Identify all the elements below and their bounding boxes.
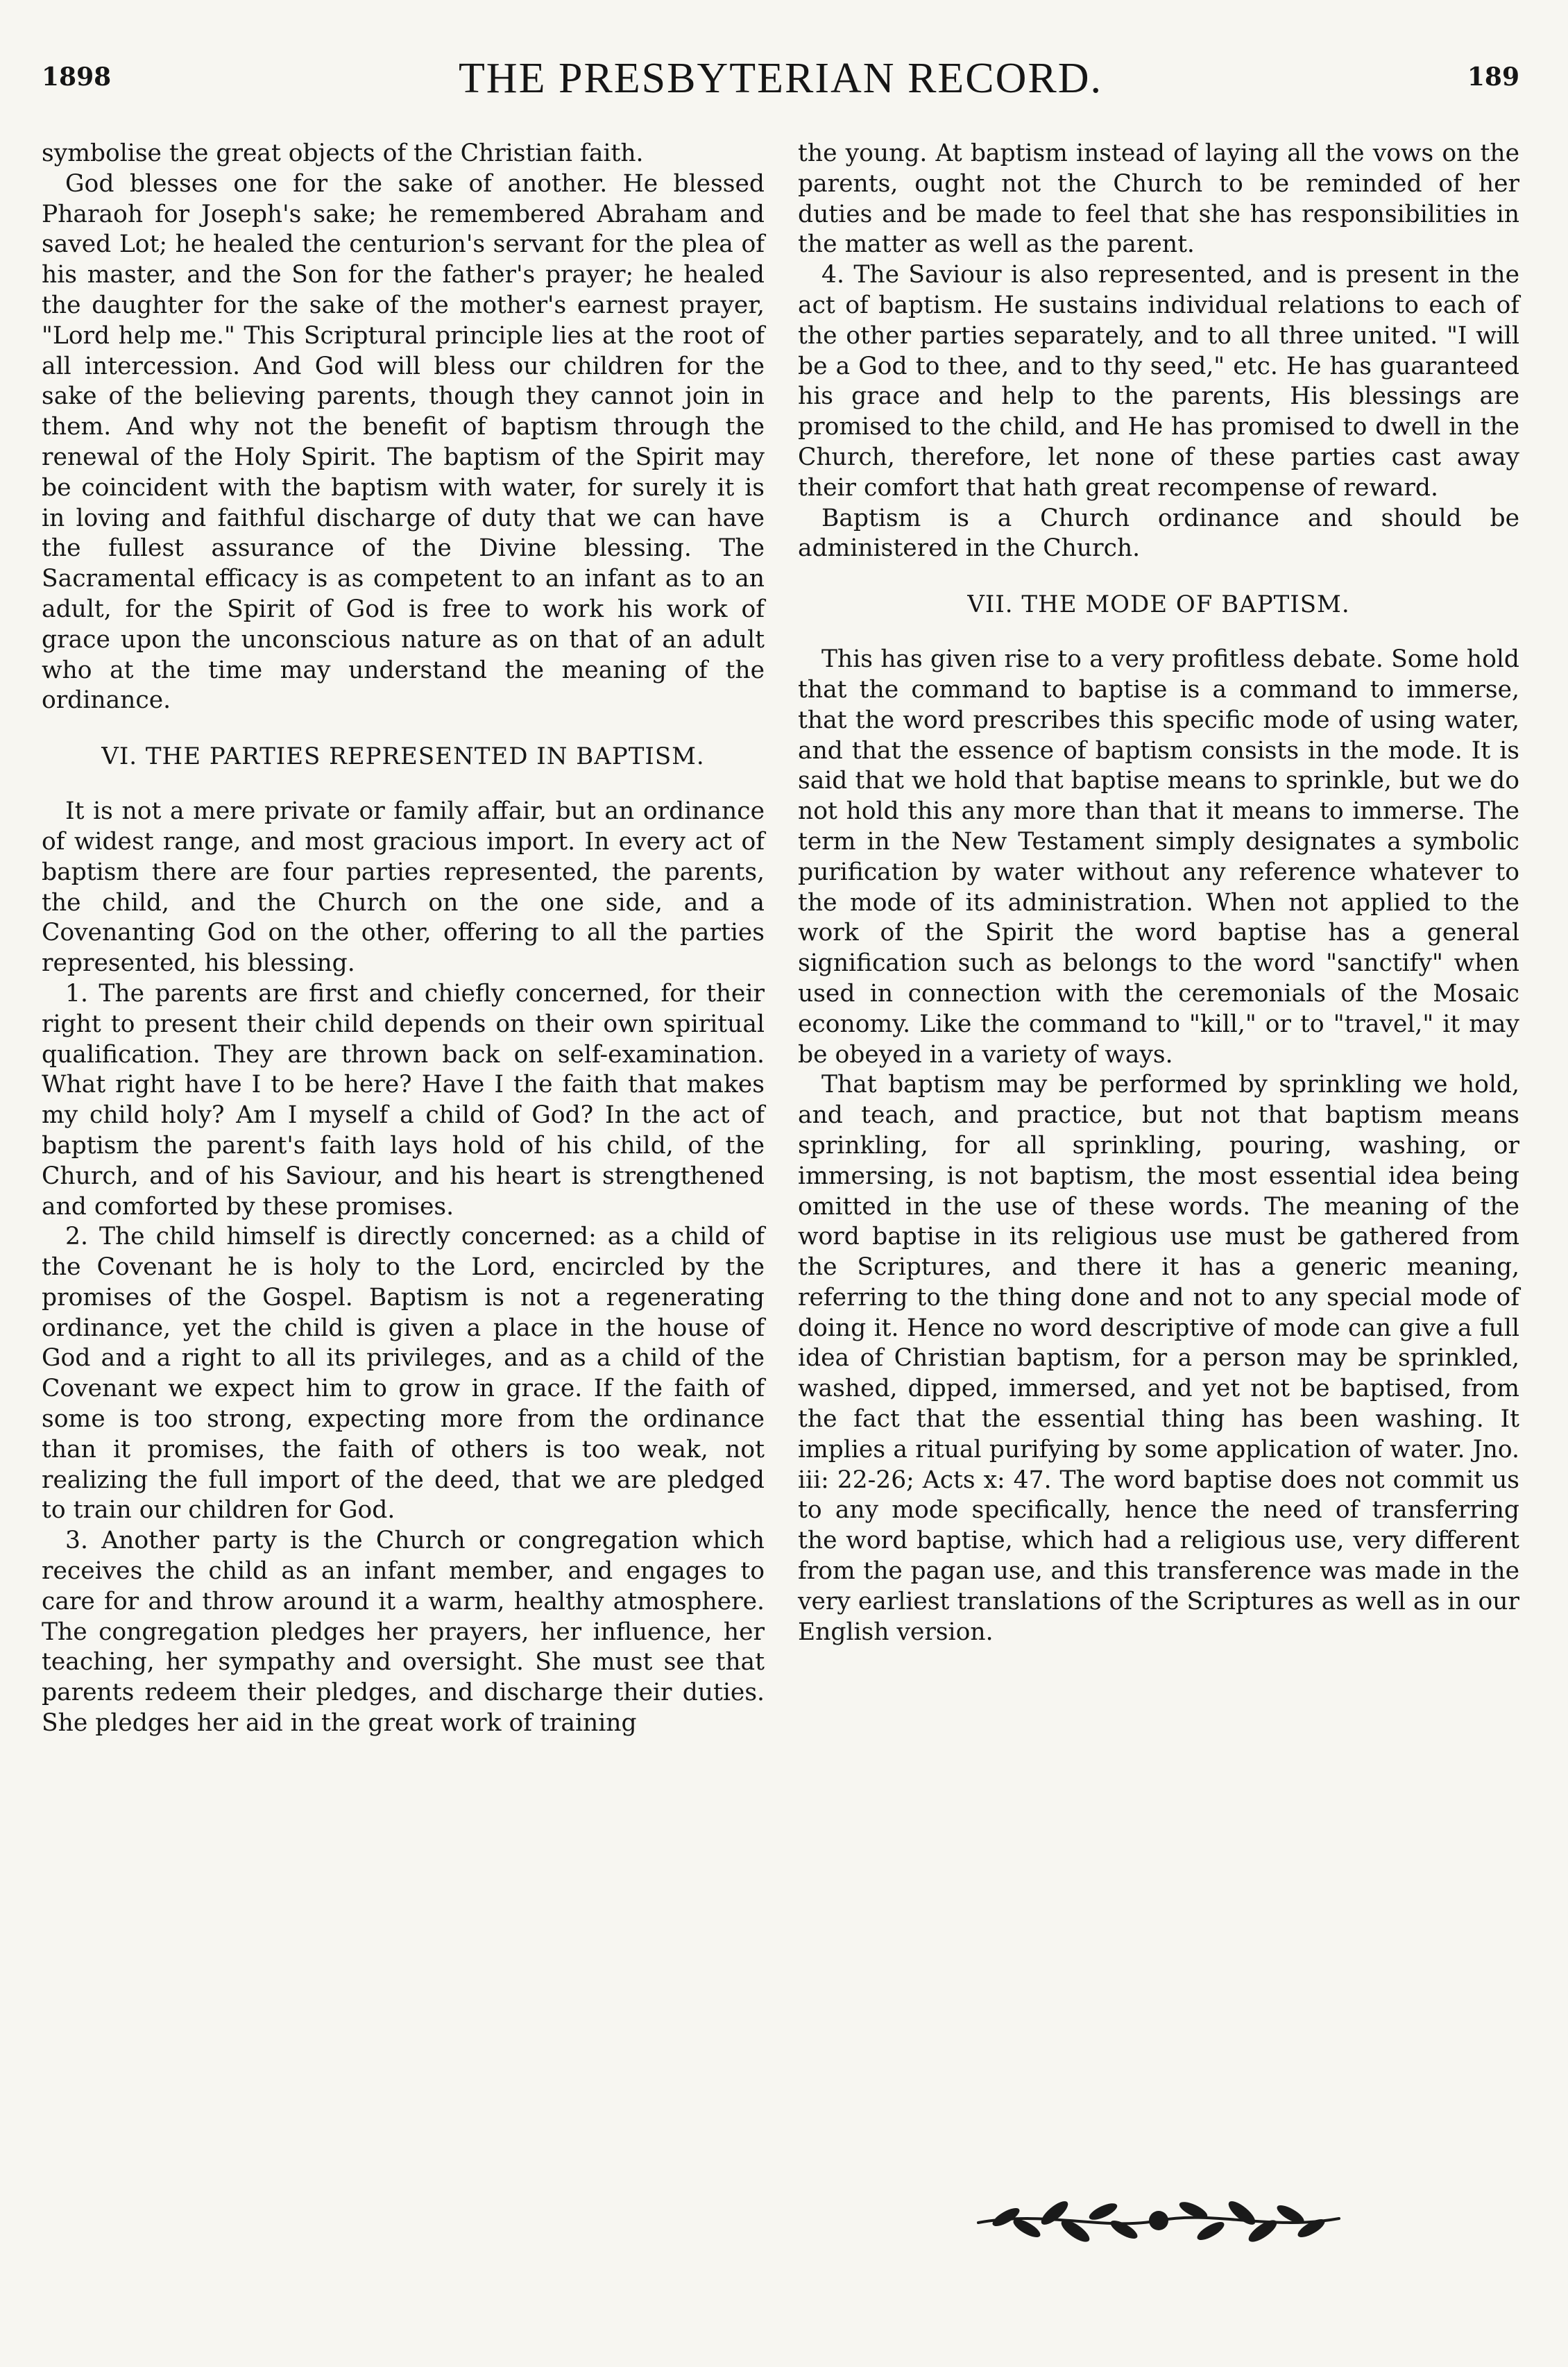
paragraph: 2. The child himself is directly concerned: as a child of the Covenant he is holy to the Lord, encircled by the promises of the Gospel. Baptism is not a regenerating ordinance, yet the child is given a place in the house of God and a right to all its privileges, and as a child of the Covenant we expect him to grow in grace. If the faith of some is too strong, expecting more from the ordinance than it promises, the faith of others is too weak, not realizing the full import of the deed, that we are pledged to train our children for God. (42, 1223, 765, 1525)
left-column (42, 139, 765, 1739)
page-header (42, 55, 1519, 118)
paragraph: the young. At baptism instead of laying all the vows on the parents, ought not the Church to be reminded of her duties and be made to feel that she has responsibilities in the matter as well as the parent. (798, 139, 1519, 259)
paragraph: Baptism is a Church ordinance and should be administered in the Church. (798, 504, 1519, 563)
paragraph: That baptism may be performed by sprinkling we hold, and teach, and practice, but not that baptism means sprinkling, for all sprinkling, pouring, washing, or immersing, is not baptism, the most essential idea being omitted in the use of these words. The meaning of the word baptise in its religious use must be gathered from the Scriptures, and there it has a generic meaning, referring to the thing done and not to any special mode of doing it. Hence no word descriptive of mode can give a full idea of Christian baptism, for a person may be sprinkled, washed, dipped, immersed, and yet not be baptised, from the fact that the essential thing has been washing. It implies a ritual purifying by some application of water. Jno. iii: 22-26; Acts x: 47. The word baptise does not commit us to any mode specifically, hence the need of transferring the word baptise, which had a religious use, very different from the pagan use, and this transference was made in the very earliest translations of the Scriptures as well as in our English version. (798, 1071, 1519, 1646)
paragraph: God blesses one for the sake of another. He blessed Pharaoh for Joseph's sake; he remembered Abraham and saved Lot; he healed the centurion's servant for the plea of his master, and the Son for the father's prayer; he healed the daughter for the sake of the mother's earnest prayer, "Lord help me." This Scriptural principle lies at the root of all intercession. And God will bless our children for the sake of the believing parents, though they cannot join in them. And why not the benefit of baptism through the renewal of the Holy Spirit. The baptism of the Spirit may be coincident with the baptism with water, for surely it is in loving and faithful discharge of duty that we can have the fullest assurance of the Divine blessing. The Sacramental efficacy is as competent to an infant as to an adult, for the Spirit of God is free to work his work of grace upon the unconscious nature as on that of an adult who at the time may understand the meaning of the ordinance. (42, 169, 765, 715)
paragraph: It is not a mere private or family affair, but an ordinance of widest range, and most gracious import. In every act of baptism there are four parties represented, the parents, the child, and the Church on the one side, and a Covenanting God on the other, offering to all the parties represented, his blessing. (42, 797, 765, 978)
paragraph: 3. Another party is the Church or congregation which receives the child as an infant member, and engages to care for and throw around it a warm, healthy atmosphere. The congregation pledges her prayers, her influence, her teaching, her sympathy and oversight. She must see that parents redeem their pledges, and discharge their duties. She pledges her aid in the great work of training (42, 1527, 765, 1738)
paragraph: 4. The Saviour is also represented, and is present in the act of baptism. He sustains individual relations to each of the other parties separately, and to all three united. "I will be a God to thee, and to thy seed," etc. He has guaranteed his grace and help to the parents, His blessings are promised to the child, and He has promised to dwell in the Church, therefore, let none of these parties cast away their comfort that hath great recompense of reward. (798, 261, 1519, 502)
page-number: 189 (1467, 62, 1519, 92)
paragraph: This has given rise to a very profitless debate. Some hold that the command to baptise is a command to immerse, that the word prescribes this specific mode of using water, and that the essence of baptism consists in the mode. It is said that we hold that baptise means to sprinkle, but we do not hold this any more than that it means to immerse. The term in the New Testament simply designates a symbolic purification by water without any reference whatever to the mode of its administration. When not applied to the work of the Spirit the word baptise has a general signification such as belongs to the word "sanctify" when used in connection with the ceremonials of the Mosaic economy. Like the command to "kill," or to "travel," it may be obeyed in a variety of ways. (798, 645, 1519, 1069)
section-heading-vii: VII. THE MODE OF BAPTISM. (967, 591, 1350, 619)
paragraph: symbolise the great objects of the Christian faith. (42, 139, 644, 167)
section-heading-vi: VI. THE PARTIES REPRESENTED IN BAPTISM. (101, 743, 705, 771)
paragraph: 1. The parents are first and chiefly concerned, for their right to present their child depends on their own spiritual qualification. They are thrown back on self-examination. What right have I to be here? Have I the faith that makes my child holy? Am I myself a child of God? In the act of baptism the parent's faith lays hold of his child, of the Church, and of his Saviour, and his heart is strengthened and comforted by these promises. (42, 979, 765, 1221)
floral-vignette-icon (964, 2189, 1353, 2252)
right-column (798, 139, 1519, 1647)
publication-title: THE PRESBYTERIAN RECORD. (458, 55, 1103, 102)
header-year: 1898 (42, 62, 112, 92)
